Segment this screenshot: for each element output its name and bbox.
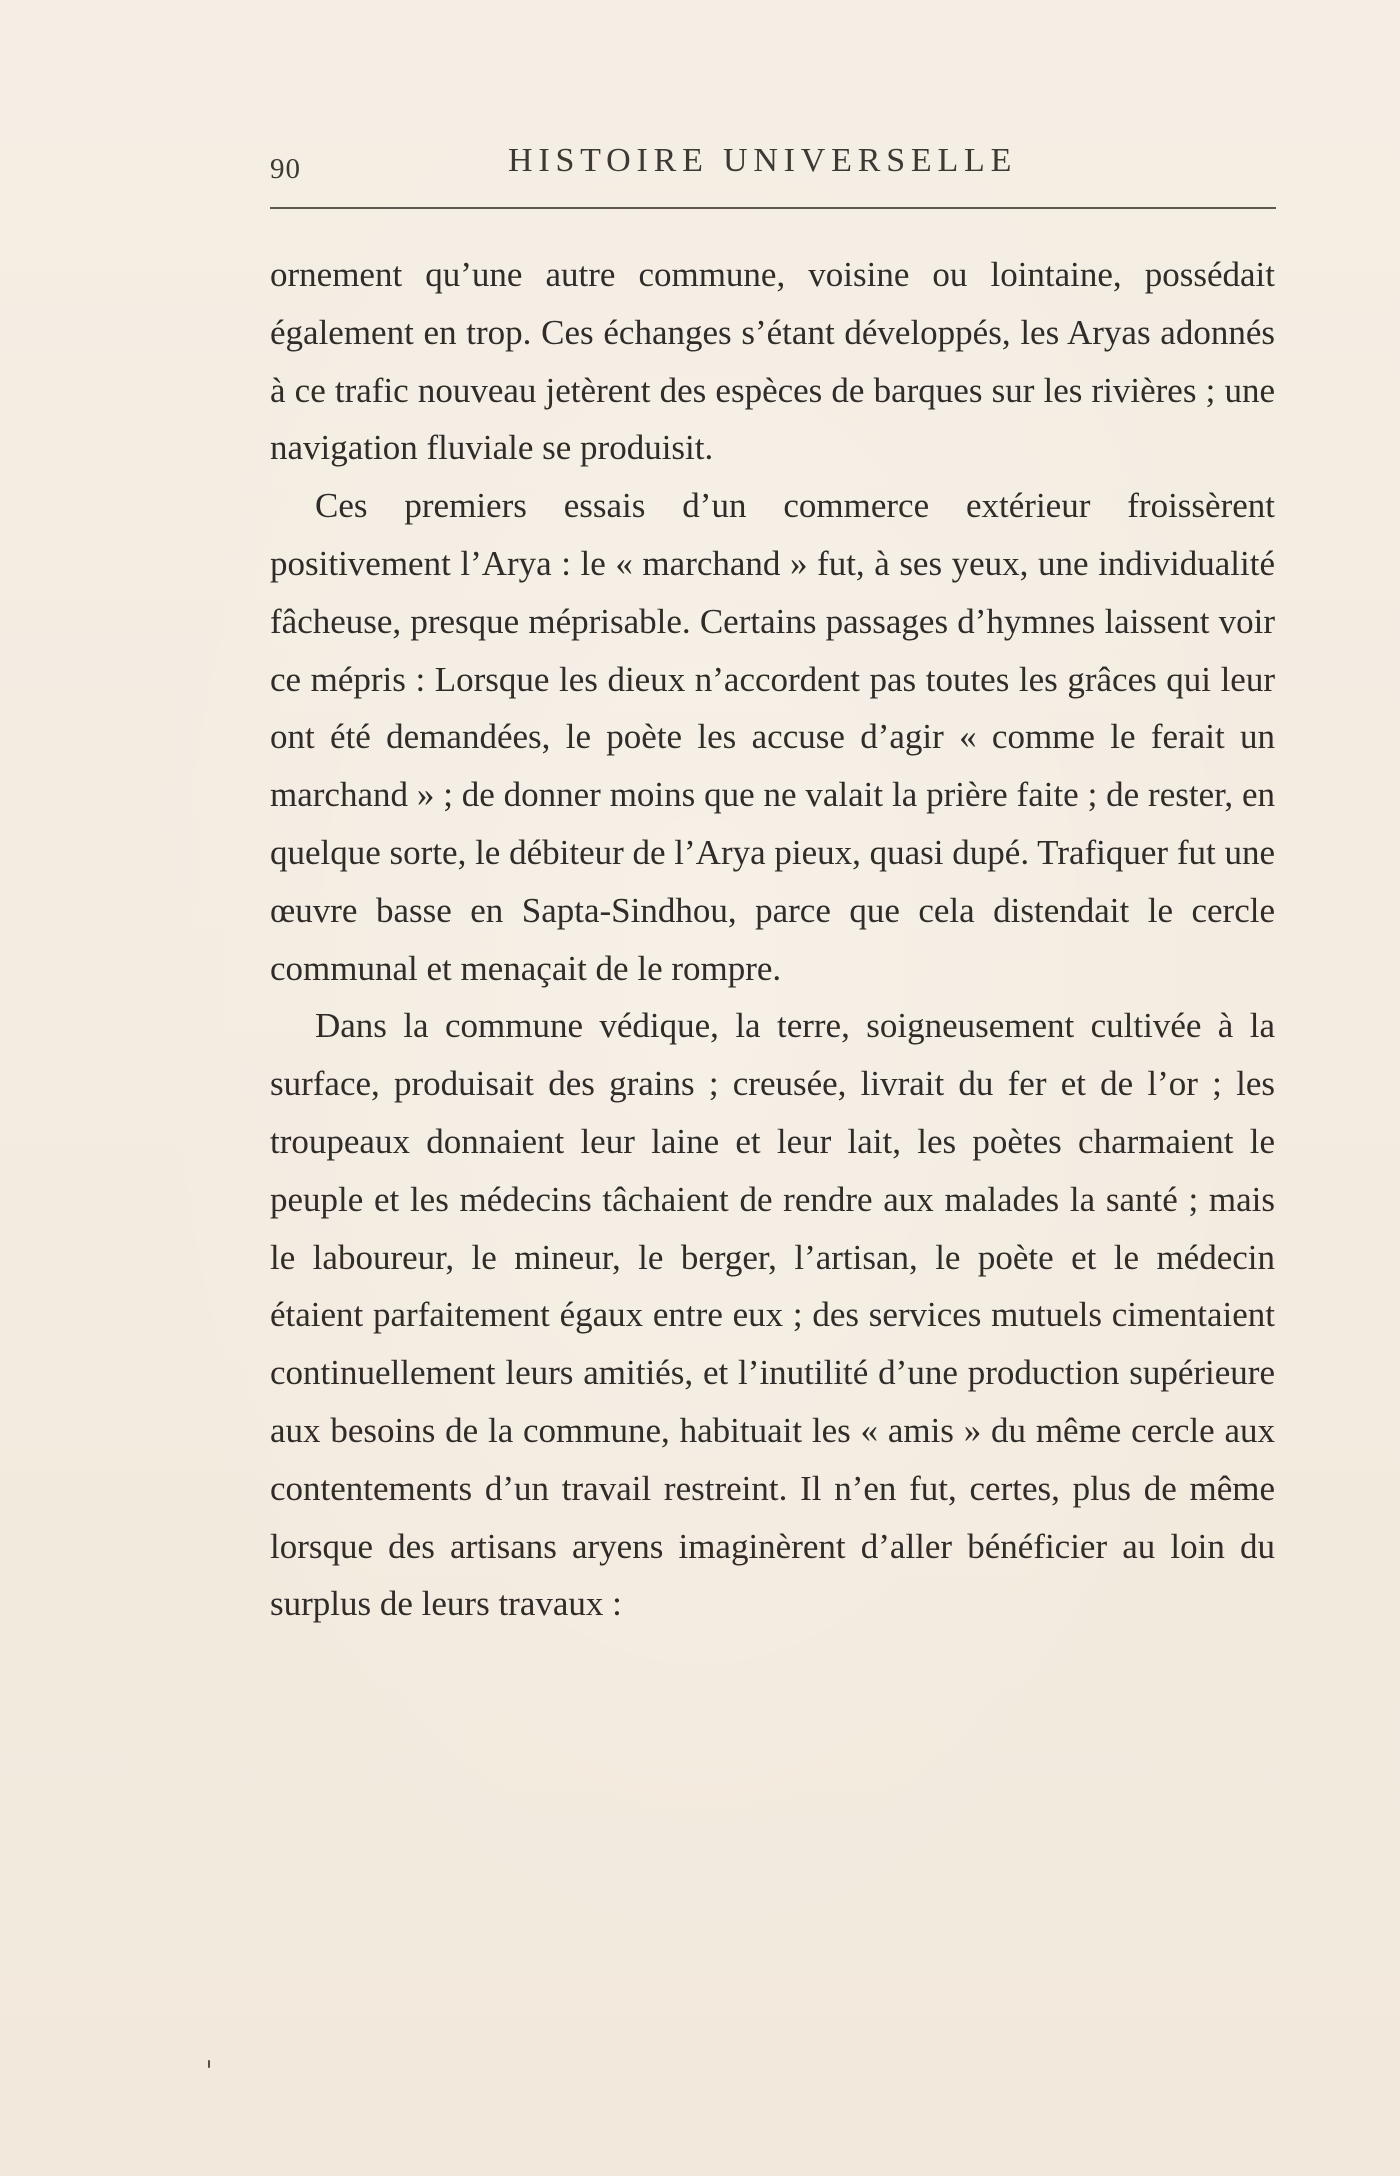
- paper-mark: [208, 2060, 210, 2068]
- page-header: [270, 140, 1276, 200]
- body-text: [270, 246, 1275, 1633]
- paragraph-1: ornement qu’une autre commune, voisine ou lointaine, possédait également en trop. Ces échanges s’étant développés, les Aryas adonnés à ce trafic nouveau jetèrent des espèces de barques sur les rivières ; une navigation fluviale se produisit.: [270, 255, 1275, 468]
- paragraph-2: Ces premiers essais d’un commerce extérieur froissèrent positivement l’Arya : le « marchand » fut, à ses yeux, une individualité fâcheuse, presque méprisable. Certains passages d’hymnes laissent voir ce mépris : Lorsque les dieux n’accordent pas toutes les grâces qui leur ont été demandées, le poète les accuse d’agir « comme le ferait un marchand » ; de donner moins que ne valait la prière faite ; de rester, en quelque sorte, le débiteur de l’Arya pieux, quasi dupé. Trafiquer fut une œuvre basse en Sapta-Sindhou, parce que cela distendait le cercle communal et menaçait de le rompre.: [270, 486, 1276, 988]
- paragraph-3: Dans la commune védique, la terre, soigneusement cultivée à la surface, produisait des grains ; creusée, livrait du fer et de l’or ; les troupeaux donnaient leur laine et leur lait, les poètes charmaient le peuple et les médecins tâchaient de rendre aux malades la santé ; mais le laboureur, le mineur, le berger, l’artisan, le poète et le médecin étaient parfaitement égaux entre eux ; des services mutuels cimentaient continuellement leurs amitiés, et l’inutilité d’une production supérieure aux besoins de la commune, habituait les « amis » du même cercle aux contentements d’un travail restreint. Il n’en fut, certes, plus de même lorsque des artisans aryens imaginèrent d’aller bénéficier au loin du surplus de leurs travaux :: [270, 1006, 1275, 1624]
- header-rule: [270, 207, 1276, 209]
- running-title: HISTOIRE UNIVERSELLE: [508, 142, 1018, 179]
- page-number: 90: [270, 153, 301, 185]
